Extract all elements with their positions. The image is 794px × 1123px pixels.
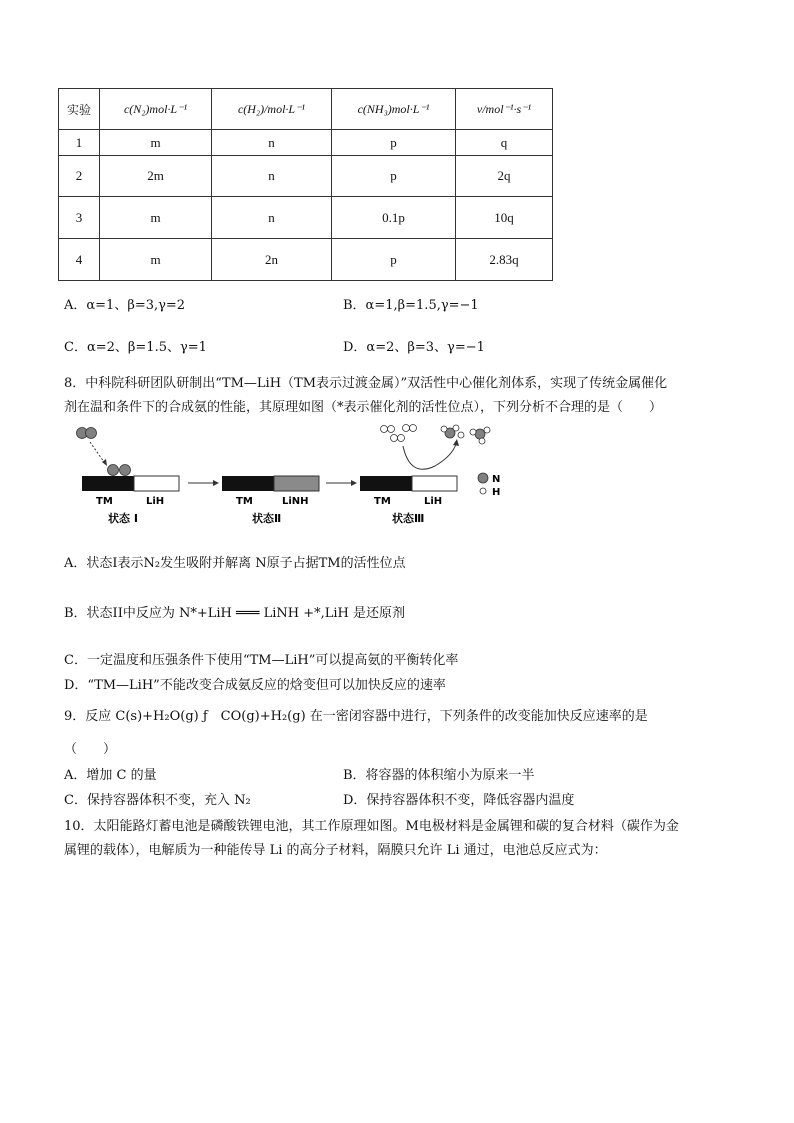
curved-arrow [403,444,456,469]
table-cell: 2m [100,156,212,197]
table-cell: 2 [59,156,100,197]
table-cell: m [100,239,212,281]
header-c-nh3: c(NH₃)mol·L⁻¹ [332,89,456,130]
state3-caption: 状态Ⅲ [392,512,425,525]
table-cell: 3 [59,197,100,239]
q10-stem-line-1: 10．太阳能路灯蓄电池是磷酸铁锂电池，其工作原理如图。M电极材料是金属锂和碳的复合材料（碳作为金 [64,819,679,834]
q9-option-a: A．增加 C 的量 [64,768,157,783]
table-cell: 2.83q [456,239,553,281]
table-cell: 10q [456,197,553,239]
q7-option-b: B．α=1,β=1.5,γ=−1 [343,298,479,313]
q8-option-c: C．一定温度和压强条件下使用“TM—LiH”可以提高氨的平衡转化率 [64,653,459,668]
lih-block [412,476,457,491]
tm-block [82,476,134,491]
table-cell: 2n [212,239,332,281]
header-c-h2: c(H₂)/mol·L⁻¹ [212,89,332,130]
table-row [59,197,553,239]
legend-n-icon [478,473,488,483]
state2-linh-label: LiNH [282,496,309,507]
state2-tm-label: TM [236,496,253,507]
arrow-head-icon [453,439,459,446]
table-row [59,239,553,281]
state3-lih-label: LiH [424,496,443,507]
q9-option-c: C．保持容器体积不变，充入 N₂ [64,793,251,808]
q10-stem-line-2: 属锂的载体），电解质为一种能传导 Li 的高分子材料，隔膜只允许 Li 通过，电池总反应式为： [64,843,607,858]
n-atom-icon [86,428,97,439]
q8-option-d: D．“TM—LiH”不能改变合成氨反应的焓变但可以加快反应的速率 [64,678,446,693]
n-atom-icon [120,465,131,476]
table-header-row [59,89,553,130]
table-cell: p [332,239,456,281]
table-cell: n [212,156,332,197]
catalyst-mechanism-figure [70,420,510,532]
tm-block [222,476,274,491]
arrow-head-icon [213,480,219,486]
header-experiment: 实验 [59,89,100,130]
table-cell: p [332,156,456,197]
q7-option-d: D．α=2、β=3、γ=−1 [343,340,485,355]
lih-block [134,476,179,491]
linh-block [274,476,319,491]
q8-stem-line-1: 8．中科院科研团队研制出“TM—LiH（TM表示过渡金属）”双活性中心催化剂体系，实现了传统金属催化 [64,376,668,391]
q9-stem: 9．反应 C(s)+H₂O(g) ƒ CO(g)+H₂(g) 在一密闭容器中进行，下列条件的改变能加快反应速率的是 [64,709,648,724]
state1-tm-label: TM [96,496,113,507]
legend-h-icon [480,488,486,494]
table-row [59,156,553,197]
table-cell: p [332,130,456,156]
state3-tm-label: TM [374,496,391,507]
table-row [59,130,553,156]
nh3-molecule-icon [441,425,464,438]
legend-n-label: N [492,474,501,485]
state1-caption: 状态 Ⅰ [108,512,138,525]
table-cell: 1 [59,130,100,156]
table-cell: q [456,130,553,156]
table-cell: m [100,130,212,156]
adsorption-arrow [90,442,104,462]
q9-answer-bracket: （ ） [64,742,117,757]
q7-option-c: C．α=2、β=1.5、γ=1 [64,340,207,355]
rate-data-table [58,88,553,281]
table-cell: n [212,197,332,239]
arrow-head-icon [102,459,107,466]
table-cell: m [100,197,212,239]
h2-molecules-icon [381,425,417,442]
state1-lih-label: LiH [146,496,165,507]
q9-option-d: D．保持容器体积不变，降低容器内温度 [343,793,575,808]
n-atom-icon [108,465,119,476]
q8-option-a: A．状态Ⅰ表示N₂发生吸附并解离 N原子占据TM的活性位点 [64,556,406,571]
q7-option-a: A．α=1、β=3,γ=2 [64,298,186,313]
table-cell: n [212,130,332,156]
table-cell: 2q [456,156,553,197]
legend-h-label: H [492,487,501,498]
q9-option-b: B．将容器的体积缩小为原来一半 [343,768,535,783]
q8-option-b: B．状态II中反应为 N*+LiH ═══ LiNH +*,LiH 是还原剂 [64,606,406,621]
header-rate: v/mol⁻¹·s⁻¹ [456,89,553,130]
table-cell: 4 [59,239,100,281]
arrow-head-icon [351,480,357,486]
q8-stem-line-2: 剂在温和条件下的合成氨的性能，其原理如图（*表示催化剂的活性位点），下列分析不合理的是（ ） [64,400,663,415]
header-c-n2: c(N₂)mol·L⁻¹ [100,89,212,130]
nh3-molecule-icon [470,427,490,444]
state2-caption: 状态Ⅱ [252,512,282,525]
tm-block [360,476,412,491]
table-cell: 0.1p [332,197,456,239]
